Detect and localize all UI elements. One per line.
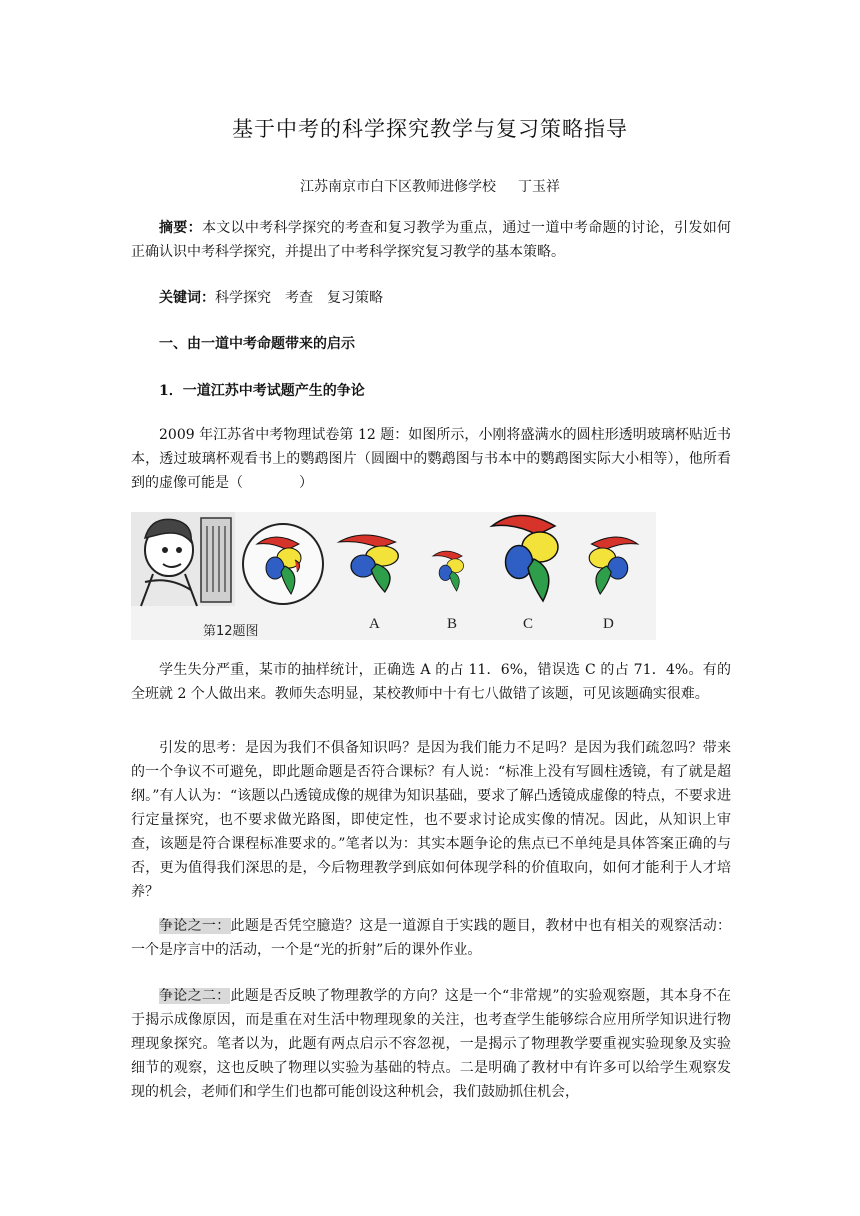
boy-reading-illustration xyxy=(131,512,235,606)
keywords xyxy=(131,286,731,310)
abstract xyxy=(131,216,731,264)
keywords-label: 关键词： xyxy=(159,290,215,306)
section-heading: 一、由一道中考命题带来的启示 xyxy=(159,336,355,352)
paper-title: 基于中考的科学探究教学与复习策略指导 xyxy=(232,117,628,141)
dispute-one-text: 此题是否凭空臆造？这是一道源自于实践的题目，教材中也有相关的观察活动：一个是序言中的活动，一个是“光的折射”后的课外作业。 xyxy=(131,918,732,958)
question-text: 2009 年江苏省中考物理试卷第 12 题：如图所示，小刚将盛满水的圆柱形透明玻璃杯贴近书本，透过玻璃杯观看书上的鹦鹉图片（圆圈中的鹦鹉图与书本中的鹦鹉图实际大小相等），他所看到的虚像可能是（ ） xyxy=(131,427,731,491)
dispute-one-label: 争论之一： xyxy=(159,918,231,934)
abstract-text: 本文以中考科学探究的考查和复习教学为重点，通过一道中考命题的讨论，引发如何正确认识中考科学探究，并提出了中考科学探究复习教学的基本策略。 xyxy=(131,220,732,260)
author-line xyxy=(0,176,860,196)
paragraph-dispute-two xyxy=(131,984,731,1104)
author-affiliation: 江苏南京市白下区教师进修学校 xyxy=(300,179,496,195)
option-label-d: D xyxy=(603,616,614,632)
option-label-c: C xyxy=(523,616,534,632)
option-label-b: B xyxy=(447,616,458,632)
dispute-two-text: 此题是否反映了物理教学的方向？这是一个“非常规”的实验观察题，其本身不在于揭示成像原因，而是重在对生活中物理现象的关注，也考查学生能够综合应用所学知识进行物理现象探究。笔者以为，此题有两点启示不容忽视，一是揭示了物理教学要重视实验现象及实验细节的观察，这也反映了物理以实验为基础的特点。二是明确了教材中有许多可以给学生观察发现的机会，老师们和学生们也都可能创设这种机会，我们鼓励抓住机会， xyxy=(131,988,732,1100)
subsection-heading: 1．一道江苏中考试题产生的争论 xyxy=(159,383,365,399)
dispute-two-label: 争论之二： xyxy=(159,988,231,1004)
abstract-label: 摘要： xyxy=(159,220,202,236)
keywords-text: 科学探究 考查 复习策略 xyxy=(215,290,383,306)
paragraph-reflection: 引发的思考：是因为我们不俱备知识吗？是因为我们能力不足吗？是因为我们疏忽吗？带来的一个争议不可避免，即此题命题是否符合课标？有人说：“标准上没有写圆柱透镜，有了就是超纲。”有人认为：“该题以凸透镜成像的规律为知识基础，要求了解凸透镜成虚像的特点，不要求进行定量探究，也不要求做光路图，即使定性，也不要求讨论成实像的情况。因此，从知识上审查，该题是符合课程标准要求的。”笔者以为：其实本题争论的焦点已不单纯是具体答案正确的与否，更为值得我们深思的是，今后物理教学到底如何体现学科的价值取向，如何才能利于人才培养？ xyxy=(131,740,731,900)
figure-caption: 第12题图 xyxy=(203,624,259,639)
option-label-a: A xyxy=(369,616,380,632)
paragraph-statistics: 学生失分严重，某市的抽样统计，正确选 A 的占 11．6%，错误选 C 的占 71．4%。有的全班就 2 个人做出来。教师失态明显，某校教师中十有七八做错了该题，可见该题确实很难。 xyxy=(131,662,731,702)
author-name: 丁玉祥 xyxy=(518,179,560,195)
question-figure xyxy=(131,512,656,640)
paragraph-dispute-one xyxy=(131,914,731,962)
